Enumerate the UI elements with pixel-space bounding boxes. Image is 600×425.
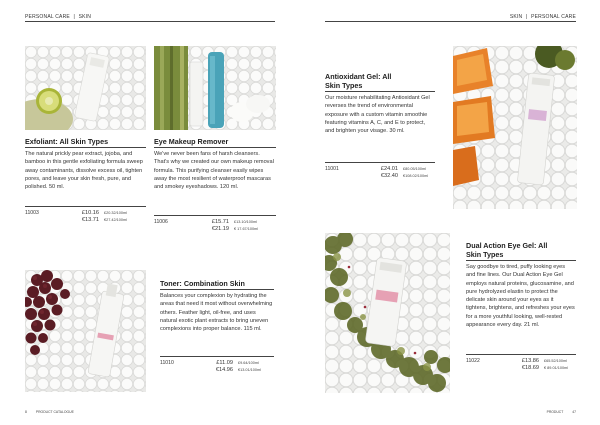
unit-price-eur: €13.01/100ml <box>238 368 262 372</box>
product-eye-makeup-remover <box>154 137 276 191</box>
product-title: Exfoliant: All Skin Types <box>25 137 109 146</box>
catalogue-name: PRODUCT CATALOGUE <box>35 410 74 414</box>
toner-product-image <box>25 270 146 392</box>
unit-price-eur: €27.42/100ml <box>104 218 128 222</box>
unit-price-eur: € 89.01/100ml <box>544 366 569 370</box>
antioxidant-gel-photo <box>453 46 577 209</box>
title-rule <box>25 147 146 148</box>
product-code: 11003 <box>25 210 39 216</box>
product-code: 11001 <box>325 166 339 172</box>
product-title: Antioxidant Gel: All Skin Types <box>325 72 392 90</box>
title-rule <box>160 289 274 290</box>
header-divider: | <box>525 14 528 20</box>
dual-action-eye-gel-photo <box>325 233 450 393</box>
product-exfoliant <box>25 137 147 191</box>
exfoliant-photo <box>25 46 146 130</box>
price-eur: €13.71 <box>81 217 99 223</box>
product-dual-action-eye-gel <box>466 241 578 329</box>
title-rule <box>466 260 576 261</box>
header-subsection: SKIN <box>78 14 92 20</box>
header-section: SKIN <box>509 14 523 20</box>
price-gbp: £24.01 <box>380 166 398 172</box>
product-title: Eye Makeup Remover <box>154 137 229 146</box>
price-gbp: £13.86 <box>521 358 539 364</box>
product-code: 11022 <box>466 358 480 364</box>
product-title: Dual Action Eye Gel: All Skin Types <box>466 241 548 259</box>
right-page-header <box>510 14 576 20</box>
right-page-footer <box>547 410 576 414</box>
page-number: 8 <box>25 410 27 414</box>
price-gbp: £10.16 <box>81 210 99 216</box>
unit-price-gbp: £65.52/100ml <box>544 359 568 363</box>
eye-makeup-remover-photo <box>154 46 276 130</box>
price-eur: €32.40 <box>380 173 398 179</box>
product-antioxidant-gel <box>325 72 437 135</box>
product-toner <box>160 279 276 333</box>
product-description: We've never been fans of harsh cleansers. That's why we created our own makeup removal formula. This purifying cleanser easily wipes away the most resilient of waterproof mascaras and smokey eyeshadows. 120 ml. <box>154 151 274 191</box>
price-gbp: £11.09 <box>216 360 233 366</box>
eye-makeup-remover-image <box>154 46 276 130</box>
price-eur: €18.69 <box>521 365 539 371</box>
title-rule <box>325 91 435 92</box>
unit-price-gbp: £13.10/100ml <box>234 220 258 224</box>
brand-name: PRODUCT <box>546 410 564 414</box>
product-description: Our moisture rehabilitating Antioxidant Gel reverses the trend of environmental exposure with a custom vitamin smoothie featuring vitamins A, C, and E to protect, and brighten your visage. 30 ml. <box>325 95 430 135</box>
right-header-rule <box>325 21 576 22</box>
unit-price-gbp: £9.64/100ml <box>238 361 259 365</box>
product-description: Say goodbye to tired, puffy looking eyes and fine lines. Our Dual Action Eye Gel employs natural proteins, glucosamine, and pure hydrolyzed elastin to protect the delicate skin around your eyes as it tightens, brightens, and refreshes your eyes for a more youthful looking, well-rested appearance every day. 21 ml. <box>466 264 575 329</box>
unit-price-eur: €108.02/100ml <box>403 174 429 178</box>
product-title: Toner: Combination Skin <box>160 279 245 288</box>
price-rule <box>160 356 274 357</box>
unit-price-gbp: £80.05/100ml <box>403 167 427 171</box>
left-page-footer <box>25 410 74 414</box>
exfoliant-product-image <box>25 46 146 130</box>
price-gbp: £15.71 <box>211 219 229 225</box>
product-code: 11010 <box>160 360 174 366</box>
product-description: Balances your complexion by hydrating the areas that need it most without overwhelming others. Feather light, oil-free, and uses natural exotic plant extracts to bring uneven complexions into proper balance. 115 ml. <box>160 293 273 333</box>
header-subsection: PERSONAL CARE <box>531 14 576 20</box>
price-eur: €14.96 <box>215 367 233 373</box>
price-rule <box>154 215 276 216</box>
dual-action-eye-gel-image <box>325 233 450 393</box>
left-page-header <box>25 14 91 20</box>
price-eur: €21.19 <box>211 226 229 232</box>
price-rule <box>25 206 146 207</box>
antioxidant-gel-image <box>453 46 577 209</box>
header-section: PERSONAL CARE <box>25 14 70 20</box>
header-divider: | <box>73 14 76 20</box>
product-description: The natural prickly pear extract, jojoba, and bamboo in this gentle exfoliating formula sweep away contaminants, dissolve excess oil, tighten pores, and leave your skin fresh, pure, and polished. 50 ml. <box>25 151 143 191</box>
page-number: 47 <box>572 410 576 414</box>
toner-photo <box>25 270 146 392</box>
price-rule <box>325 162 435 163</box>
left-header-rule <box>25 21 275 22</box>
price-rule <box>466 354 576 355</box>
unit-price-eur: € 17.67/100ml <box>234 227 259 231</box>
product-code: 11006 <box>154 219 168 225</box>
title-rule <box>154 147 276 148</box>
unit-price-gbp: £20.32/100ml <box>104 211 128 215</box>
